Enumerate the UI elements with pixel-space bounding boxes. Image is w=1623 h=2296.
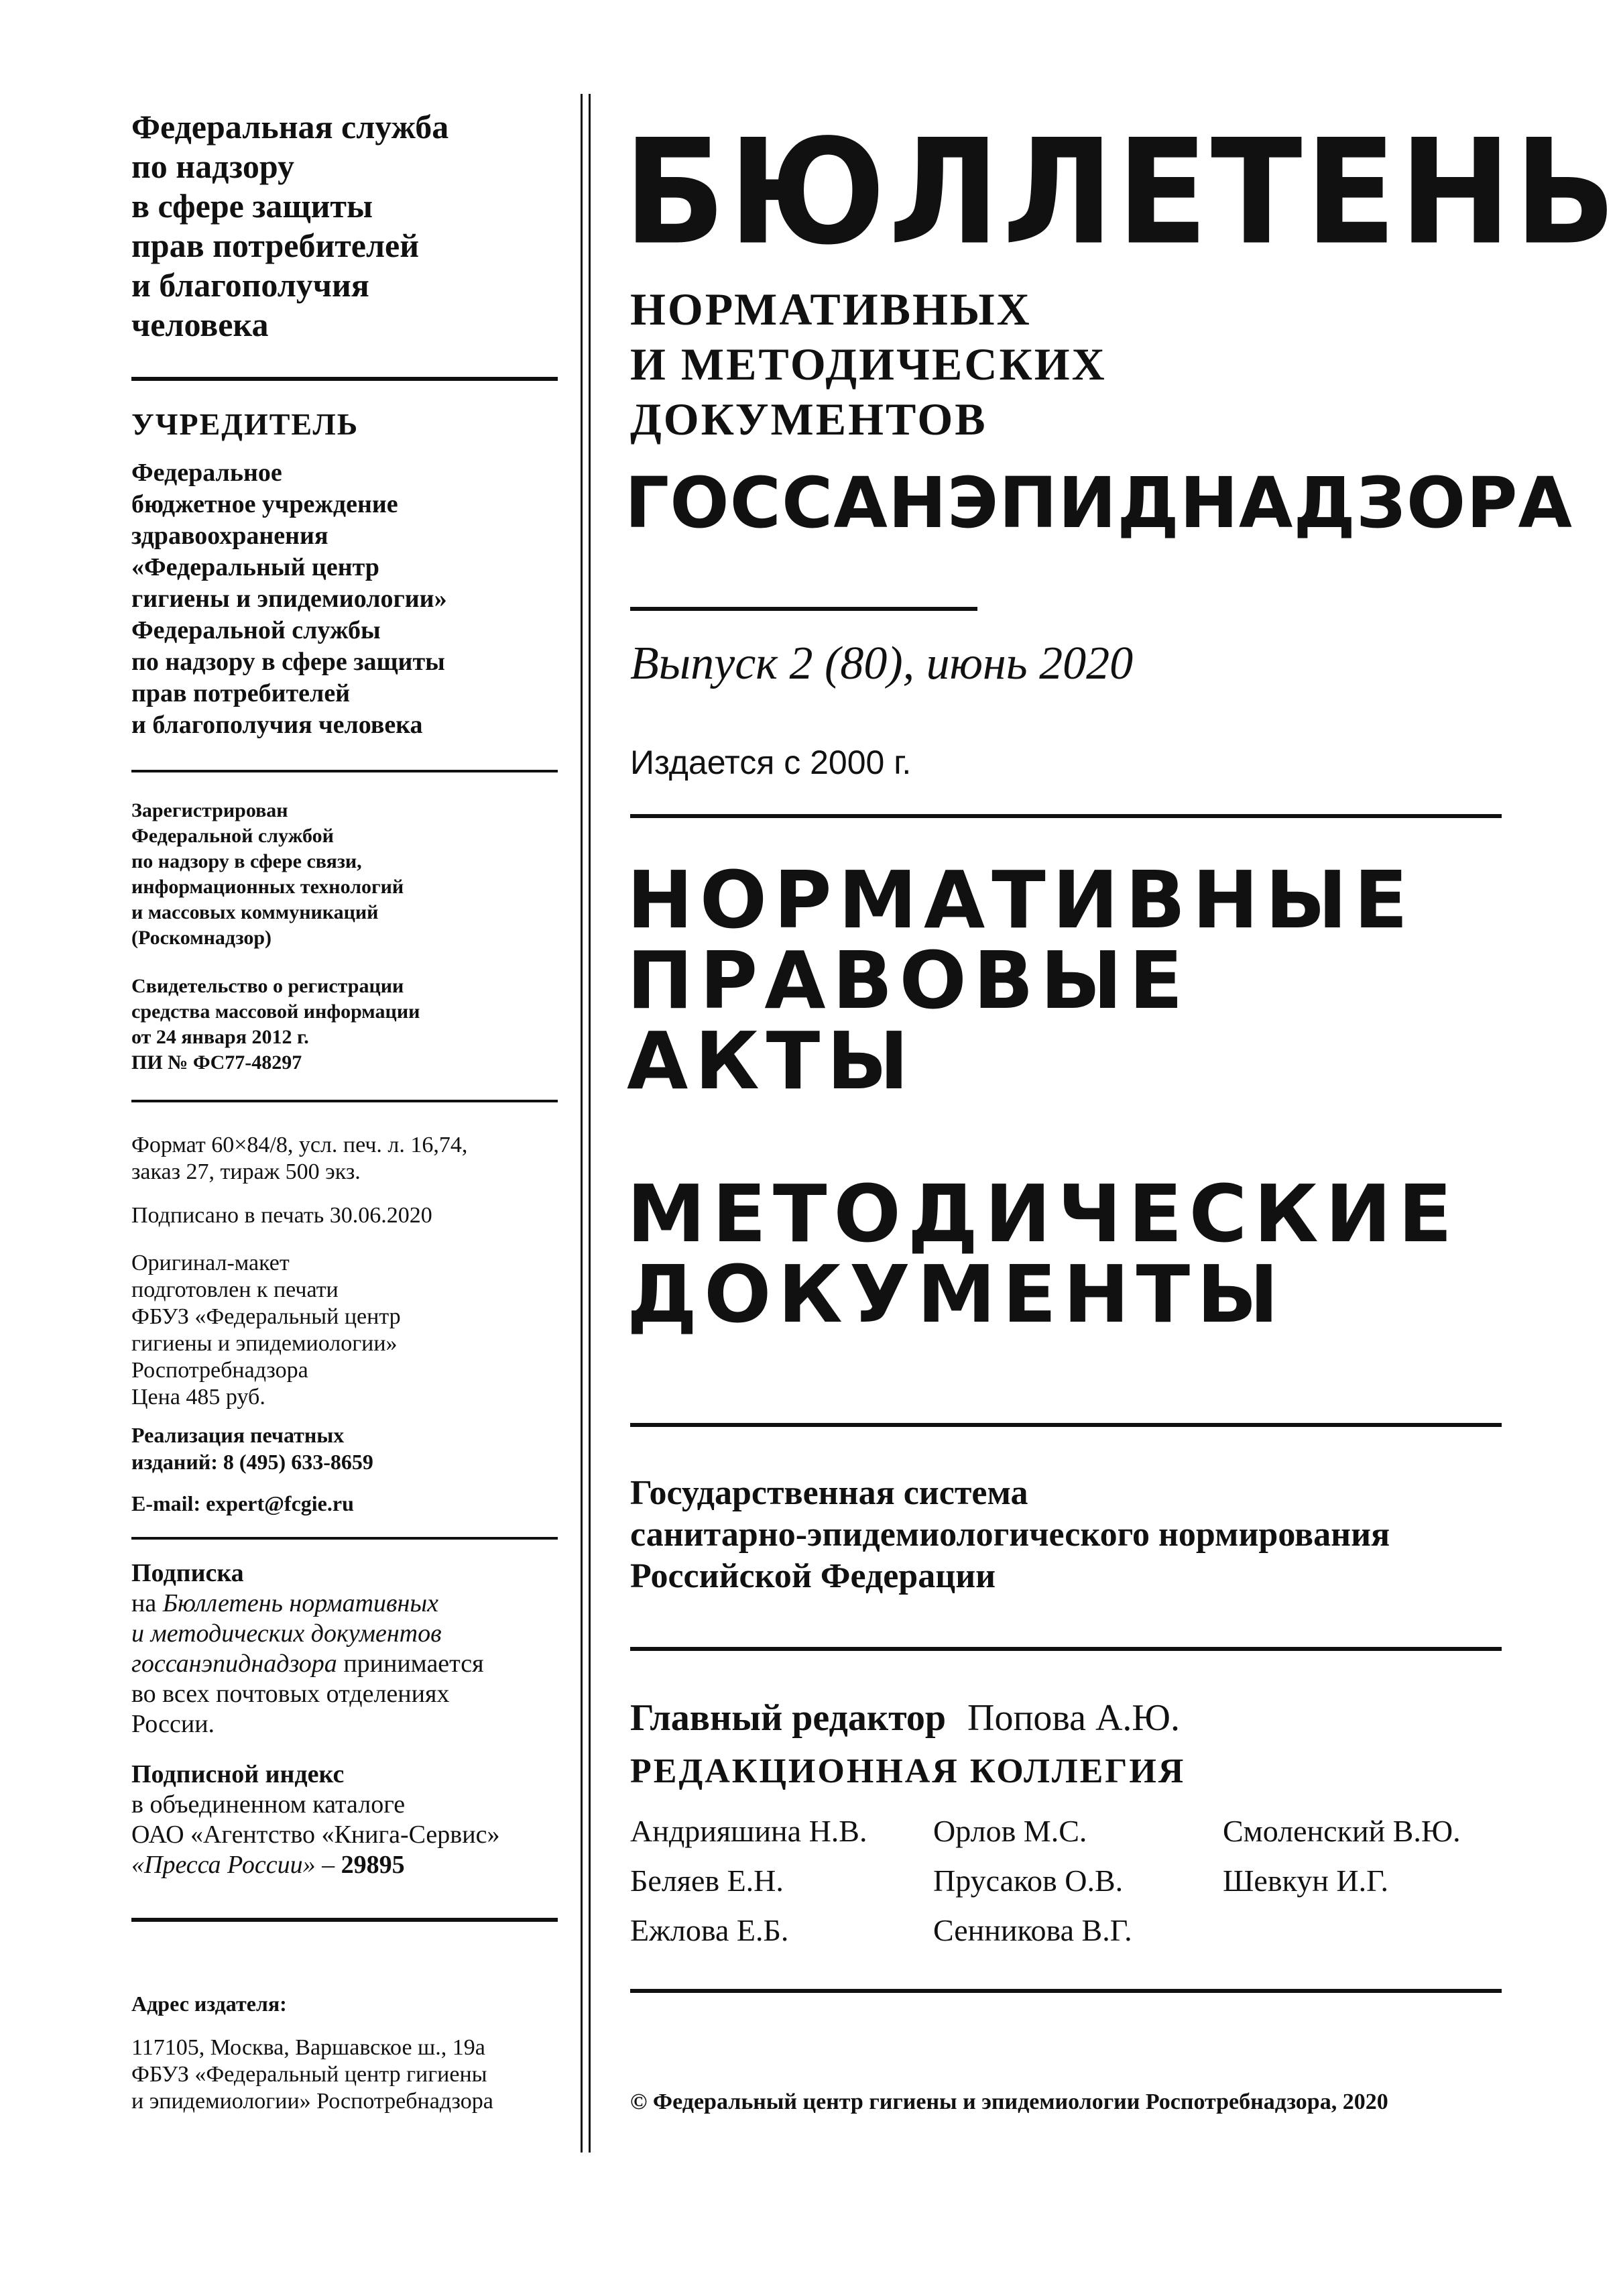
text-line xyxy=(131,1589,560,1619)
board-member: Шевкун И.Г. xyxy=(1223,1863,1388,1898)
text-line: НОРМАТИВНЫЕ xyxy=(627,854,1415,946)
text-line: прав потребителей xyxy=(131,227,420,264)
signed-date: Подписано в печать 30.06.2020 xyxy=(131,1203,432,1228)
chief-editor-label: Главный редактор xyxy=(630,1697,946,1739)
text-line: по надзору в сфере защиты xyxy=(131,648,445,676)
text-line: и массовых коммуникаций xyxy=(131,901,379,923)
text-fragment: – xyxy=(315,1851,341,1879)
text-line: ПРАВОВЫЕ xyxy=(627,934,1190,1027)
publishing-since: Издается с 2000 г. xyxy=(630,744,912,781)
divider xyxy=(630,1647,1502,1651)
publisher-address xyxy=(131,2034,560,2115)
divider xyxy=(131,1100,558,1102)
founder-text xyxy=(131,457,560,741)
divider xyxy=(630,1989,1502,1993)
address-heading: Адрес издателя: xyxy=(131,1992,287,2016)
text-line: Роспотребнадзора xyxy=(131,1358,308,1383)
certificate-text xyxy=(131,974,560,1076)
text-line: человека xyxy=(131,306,269,343)
text-line: бюджетное учреждение xyxy=(131,490,398,518)
divider xyxy=(630,814,1502,818)
column-rule xyxy=(581,94,583,2152)
text-line: ДОКУМЕНТОВ xyxy=(630,394,987,445)
text-line xyxy=(131,1619,560,1649)
board-member: Ежлова Е.Б. xyxy=(630,1913,789,1947)
board-member: Смоленский В.Ю. xyxy=(1223,1814,1461,1848)
catalog-title: «Пресса России» xyxy=(131,1851,316,1879)
text-line: ФБУЗ «Федеральный центр гигиены xyxy=(131,2062,487,2087)
text-line: гигиены и эпидемиологии» xyxy=(131,585,447,613)
text-line: ФБУЗ «Федеральный центр xyxy=(131,1304,401,1329)
text-line: АКТЫ xyxy=(627,1015,916,1107)
text-line: «Федеральный центр xyxy=(131,553,379,581)
founder-heading: УЧРЕДИТЕЛЬ xyxy=(131,407,359,441)
text-line: И МЕТОДИЧЕСКИХ xyxy=(630,339,1107,390)
editorial-board-heading: РЕДАКЦИОННАЯ КОЛЛЕГИЯ xyxy=(630,1752,1186,1790)
text-line: Государственная система xyxy=(630,1474,1028,1512)
subscription-heading: Подписка xyxy=(131,1559,244,1587)
text-line: средства массовой информации xyxy=(131,1000,420,1023)
text-line: Цена 485 руб. xyxy=(131,1385,265,1410)
text-line: гигиены и эпидемиологии» xyxy=(131,1331,398,1356)
format-text xyxy=(131,1132,560,1186)
divider xyxy=(131,770,558,772)
text-line: Федеральной службой xyxy=(131,825,334,847)
divider xyxy=(131,377,558,381)
text-line: прав потребителей xyxy=(131,679,351,707)
divider xyxy=(630,1423,1502,1427)
text-line: Российской Федерации xyxy=(630,1557,996,1595)
board-member: Прусаков О.В. xyxy=(933,1863,1124,1898)
bulletin-org-title: ГОССАНЭПИДНАДЗОРА xyxy=(625,462,1573,544)
text-line: Федеральной службы xyxy=(131,616,381,644)
text-line: Свидетельство о регистрации xyxy=(131,975,404,997)
text-line: по надзору в сфере связи, xyxy=(131,850,362,872)
text-line: МЕТОДИЧЕСКИЕ xyxy=(627,1167,1459,1260)
text-line: во всех почтовых отделениях xyxy=(131,1680,450,1708)
bulletin-title: БЮЛЛЕТЕНЬ xyxy=(623,108,1619,278)
email-contact: E-mail: expert@fcgie.ru xyxy=(131,1491,354,1515)
text-line: по надзору xyxy=(131,148,294,185)
board-member: Беляев Е.Н. xyxy=(630,1863,784,1898)
divider xyxy=(630,607,977,611)
text-line: ОАО «Агентство «Книга-Сервис» xyxy=(131,1821,500,1849)
text-line: Формат 60×84/8, усл. печ. л. 16,74, xyxy=(131,1133,468,1157)
sales-contact xyxy=(131,1422,560,1475)
text-line: Оригинал-макет xyxy=(131,1251,290,1275)
text-line xyxy=(131,1850,560,1880)
publisher-agency xyxy=(131,107,560,345)
text-line: от 24 января 2012 г. xyxy=(131,1026,309,1048)
section-heading-legal xyxy=(627,854,1415,1107)
chief-editor xyxy=(630,1697,1180,1739)
text-line: Реализация печатных xyxy=(131,1423,345,1447)
text-line: и благополучия xyxy=(131,266,369,304)
text-line: Федеральное xyxy=(131,459,282,487)
bulletin-title: и методических документов xyxy=(131,1619,442,1648)
index-number: 29895 xyxy=(341,1851,405,1879)
text-line: (Роскомнадзор) xyxy=(131,927,272,949)
text-line: здравоохранения xyxy=(131,522,328,550)
text-line: изданий: 8 (495) 633-8659 xyxy=(131,1450,373,1474)
divider xyxy=(131,1918,558,1922)
subscription-info xyxy=(131,1558,560,1739)
board-member: Андрияшина Н.В. xyxy=(630,1814,867,1848)
bulletin-title: госсанэпиднадзора xyxy=(131,1650,337,1678)
text-fragment: на xyxy=(131,1589,163,1617)
text-line: заказ 27, тираж 500 экз. xyxy=(131,1159,361,1184)
text-line: ДОКУМЕНТЫ xyxy=(627,1248,1286,1340)
divider xyxy=(131,1537,558,1540)
copyright-notice: © Федеральный центр гигиены и эпидемиологии Роспотребнадзора, 2020 xyxy=(630,2089,1388,2114)
board-member: Сенникова В.Г. xyxy=(933,1913,1132,1947)
layout-info xyxy=(131,1250,560,1411)
text-line: ПИ № ФС77-48297 xyxy=(131,1051,302,1074)
text-line: подготовлен к печати xyxy=(131,1277,339,1302)
text-line: в сфере защиты xyxy=(131,187,373,225)
text-line: Зарегистрирован xyxy=(131,799,288,821)
board-member: Орлов М.С. xyxy=(933,1814,1087,1848)
text-line: санитарно-эпидемиологического нормирования xyxy=(630,1515,1390,1554)
bulletin-subtitle xyxy=(630,282,1107,447)
text-line: НОРМАТИВНЫХ xyxy=(630,284,1032,335)
column-rule xyxy=(589,94,591,2152)
bulletin-title: Бюллетень нормативных xyxy=(162,1589,438,1617)
text-line: России. xyxy=(131,1710,215,1738)
registration-text xyxy=(131,798,560,951)
text-line: в объединенном каталоге xyxy=(131,1790,406,1819)
text-line xyxy=(131,1649,560,1679)
chief-editor-name: Попова А.Ю. xyxy=(967,1697,1180,1739)
text-line: информационных технологий xyxy=(131,876,404,898)
text-line: и эпидемиологии» Роспотребнадзора xyxy=(131,2089,493,2114)
index-heading: Подписной индекс xyxy=(131,1760,345,1788)
section-heading-methodical xyxy=(627,1167,1459,1340)
text-line: и благополучия человека xyxy=(131,711,423,739)
subscription-index xyxy=(131,1760,560,1880)
text-fragment: принимается xyxy=(337,1650,484,1678)
text-line: 117105, Москва, Варшавское ш., 19а xyxy=(131,2035,485,2060)
issue-number: Выпуск 2 (80), июнь 2020 xyxy=(630,638,1134,689)
standardization-system xyxy=(630,1473,1390,1597)
text-line: Федеральная служба xyxy=(131,108,449,146)
